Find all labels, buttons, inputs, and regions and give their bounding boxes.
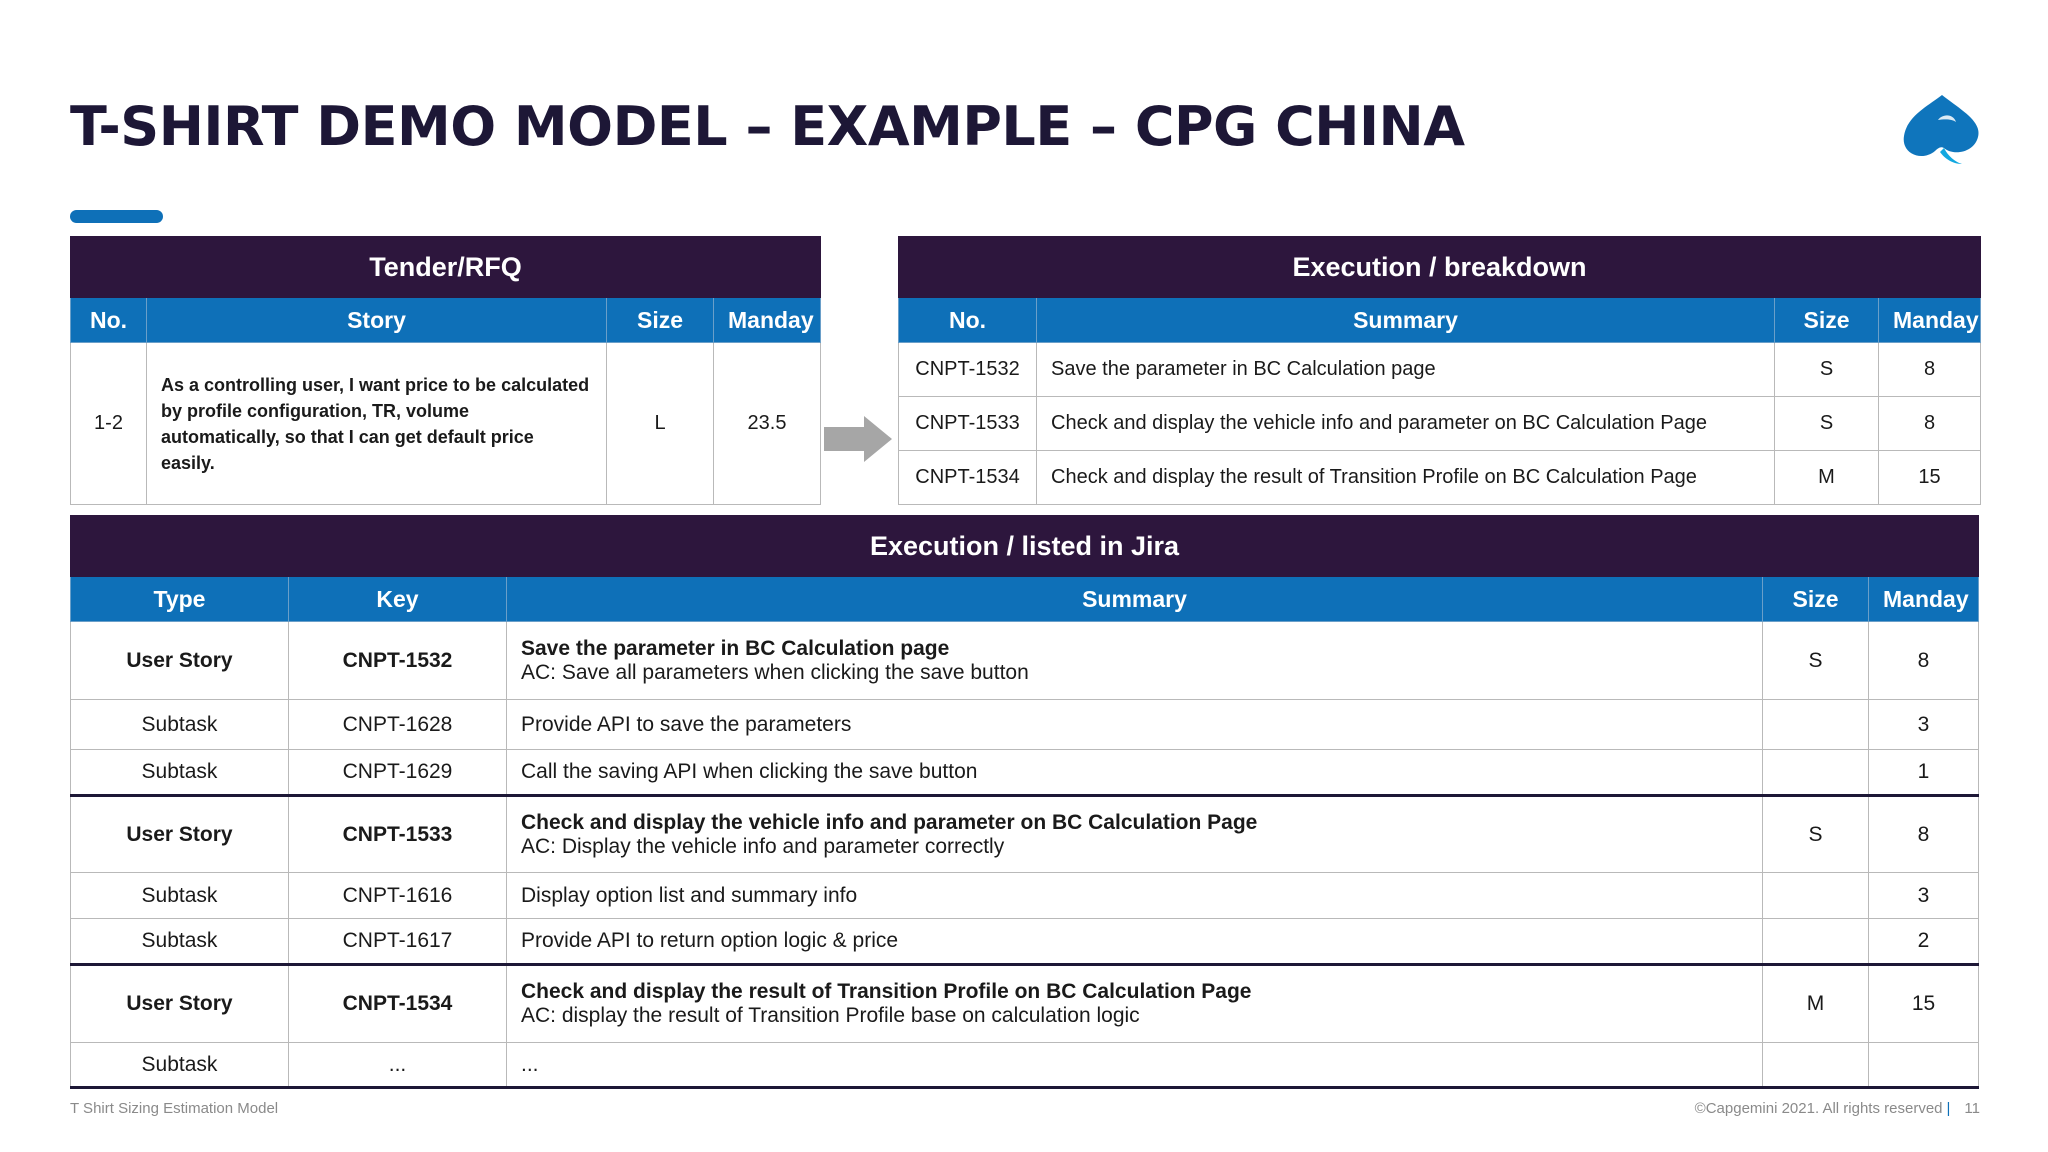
jira-size — [1763, 873, 1869, 919]
jira-acceptance-criteria: AC: Display the vehicle info and parameter correctly — [521, 834, 1005, 858]
table-row — [899, 343, 1981, 397]
table-row — [899, 451, 1981, 505]
breakdown-header-no: No. — [899, 298, 1037, 343]
jira-key: CNPT-1628 — [289, 700, 507, 750]
page-title: T-SHIRT DEMO MODEL – EXAMPLE – CPG CHINA — [70, 95, 1465, 158]
breakdown-size: S — [1775, 397, 1879, 451]
tender-no: 1-2 — [71, 343, 147, 505]
breakdown-manday: 15 — [1879, 451, 1981, 505]
jira-header-type: Type — [71, 577, 289, 622]
jira-summary: Provide API to save the parameters — [507, 700, 1763, 750]
jira-manday: 3 — [1869, 700, 1979, 750]
jira-size — [1763, 750, 1869, 796]
page-number: 11 — [1964, 1100, 1980, 1117]
jira-header-key: Key — [289, 577, 507, 622]
breakdown-header-manday: Manday — [1879, 298, 1981, 343]
tender-rfq-table — [70, 236, 821, 505]
jira-manday: 8 — [1869, 796, 1979, 873]
jira-key: ... — [289, 1043, 507, 1088]
jira-manday: 2 — [1869, 919, 1979, 965]
jira-subtask-row — [71, 750, 1979, 796]
jira-key: CNPT-1629 — [289, 750, 507, 796]
table-row — [899, 397, 1981, 451]
jira-size — [1763, 1043, 1869, 1088]
jira-type: User Story — [71, 622, 289, 700]
footer-model-name: T Shirt Sizing Estimation Model — [70, 1100, 279, 1117]
jira-manday: 15 — [1869, 965, 1979, 1043]
jira-header-size: Size — [1763, 577, 1869, 622]
jira-type: User Story — [71, 796, 289, 873]
tender-caption: Tender/RFQ — [71, 237, 821, 298]
breakdown-header-size: Size — [1775, 298, 1879, 343]
tender-manday: 23.5 — [714, 343, 821, 505]
breakdown-caption: Execution / breakdown — [899, 237, 1981, 298]
footer-copyright-text: ©Capgemini 2021. All rights reserved — [1694, 1100, 1943, 1117]
tender-row — [71, 343, 821, 505]
jira-acceptance-criteria: AC: Save all parameters when clicking the save button — [521, 660, 1029, 684]
jira-size — [1763, 919, 1869, 965]
jira-caption: Execution / listed in Jira — [71, 516, 1979, 577]
execution-jira-table — [70, 515, 1979, 1089]
tender-header-manday: Manday — [714, 298, 821, 343]
breakdown-no: CNPT-1533 — [899, 397, 1037, 451]
breakdown-no: CNPT-1532 — [899, 343, 1037, 397]
jira-key: CNPT-1532 — [289, 622, 507, 700]
tender-size: L — [607, 343, 714, 505]
jira-manday: 3 — [1869, 873, 1979, 919]
tender-header-story: Story — [147, 298, 607, 343]
breakdown-summary: Check and display the result of Transition Profile on BC Calculation Page — [1037, 451, 1775, 505]
footer-separator: | — [1946, 1100, 1951, 1117]
jira-size: S — [1763, 622, 1869, 700]
jira-key: CNPT-1533 — [289, 796, 507, 873]
jira-user-story-row — [71, 796, 1979, 873]
jira-summary-title: Check and display the result of Transition Profile on BC Calculation Page — [521, 980, 1252, 1003]
tender-story: As a controlling user, I want price to be calculated by profile configuration, TR, volume automatically, so that I can get default price easily. — [147, 343, 607, 505]
jira-type: Subtask — [71, 700, 289, 750]
jira-summary: Call the saving API when clicking the save button — [507, 750, 1763, 796]
jira-key: CNPT-1534 — [289, 965, 507, 1043]
jira-type: Subtask — [71, 873, 289, 919]
jira-size: S — [1763, 796, 1869, 873]
breakdown-manday: 8 — [1879, 397, 1981, 451]
jira-type: User Story — [71, 965, 289, 1043]
jira-manday: 8 — [1869, 622, 1979, 700]
jira-acceptance-criteria: AC: display the result of Transition Profile base on calculation logic — [521, 1004, 1140, 1027]
jira-subtask-row — [71, 700, 1979, 750]
jira-key: CNPT-1616 — [289, 873, 507, 919]
jira-type: Subtask — [71, 750, 289, 796]
breakdown-no: CNPT-1534 — [899, 451, 1037, 505]
jira-header-summary: Summary — [507, 577, 1763, 622]
jira-subtask-row — [71, 873, 1979, 919]
jira-summary — [507, 796, 1763, 873]
jira-subtask-row — [71, 1043, 1979, 1088]
jira-summary-title: Save the parameter in BC Calculation page — [521, 636, 950, 660]
breakdown-manday: 8 — [1879, 343, 1981, 397]
jira-key: CNPT-1617 — [289, 919, 507, 965]
jira-summary — [507, 965, 1763, 1043]
spade-logo-icon — [1898, 92, 1982, 168]
jira-summary: Display option list and summary info — [507, 873, 1763, 919]
jira-summary: ... — [507, 1043, 1763, 1088]
tender-header-no: No. — [71, 298, 147, 343]
breakdown-header-summary: Summary — [1037, 298, 1775, 343]
jira-user-story-row — [71, 965, 1979, 1043]
right-arrow-icon — [824, 416, 892, 462]
tender-header-size: Size — [607, 298, 714, 343]
jira-user-story-row — [71, 622, 1979, 700]
jira-type: Subtask — [71, 1043, 289, 1088]
jira-subtask-row — [71, 919, 1979, 965]
jira-summary-title: Check and display the vehicle info and parameter on BC Calculation Page — [521, 810, 1258, 834]
execution-breakdown-table — [898, 236, 1981, 505]
title-accent-bar — [70, 210, 163, 223]
breakdown-summary: Save the parameter in BC Calculation page — [1037, 343, 1775, 397]
jira-header-manday: Manday — [1869, 577, 1979, 622]
jira-manday: 1 — [1869, 750, 1979, 796]
breakdown-size: S — [1775, 343, 1879, 397]
jira-type: Subtask — [71, 919, 289, 965]
footer-copyright — [1695, 1100, 1980, 1117]
jira-size — [1763, 700, 1869, 750]
jira-summary: Provide API to return option logic & price — [507, 919, 1763, 965]
breakdown-summary: Check and display the vehicle info and parameter on BC Calculation Page — [1037, 397, 1775, 451]
jira-summary — [507, 622, 1763, 700]
jira-size: M — [1763, 965, 1869, 1043]
breakdown-size: M — [1775, 451, 1879, 505]
jira-manday — [1869, 1043, 1979, 1088]
